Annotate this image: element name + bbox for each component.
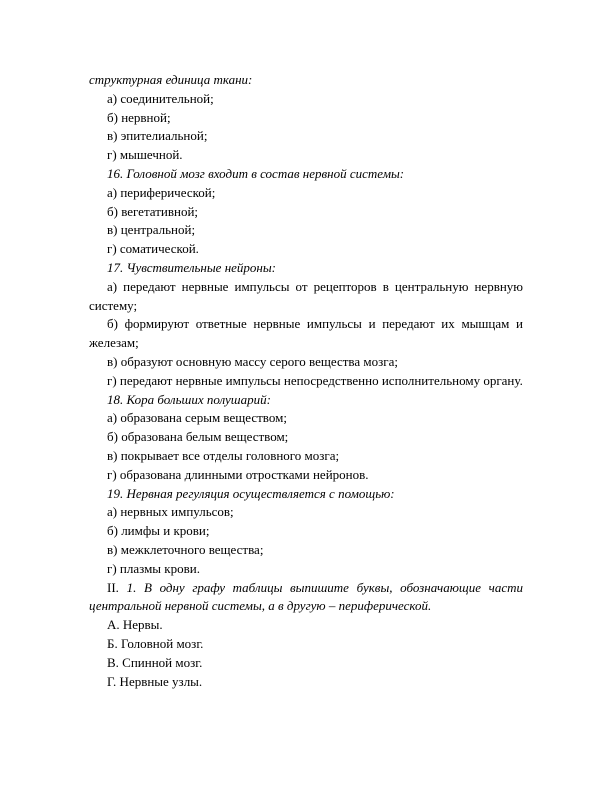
section-2-question-1-stem: 1. В одну графу таблицы выпишите буквы, обозначающие части центральной нервной системы, а в другую – периферической. <box>89 579 523 614</box>
section-2-number: II. <box>107 579 119 595</box>
section-2-question-1 <box>89 579 523 617</box>
option-19-c: в) межклеточного вещества; <box>107 541 264 557</box>
option-17-b: б) формируют ответные нервные импульсы и передают их мышцам и железам; <box>89 316 523 351</box>
section-2-option-d: Г. Нервные узлы. <box>107 673 203 689</box>
option-16-a: а) периферической; <box>107 184 216 200</box>
option-17-c: в) образуют основную массу серого вещества мозга; <box>107 353 398 369</box>
question-19-stem: 19. Нервная регуляция осуществляется с помощью: <box>107 485 395 501</box>
option-19-a: а) нервных импульсов; <box>107 504 234 520</box>
option-intro-b: б) нервной; <box>107 109 171 125</box>
document-content <box>89 71 523 691</box>
option-16-b: б) вегетативной; <box>107 203 199 219</box>
section-2-option-c: В. Спинной мозг. <box>107 654 203 670</box>
option-17-d: г) передают нервные импульсы непосредственно исполнительному органу. <box>107 372 523 388</box>
question-16-stem: 16. Головной мозг входит в состав нервной системы: <box>107 165 405 181</box>
option-18-c: в) покрывает все отделы головного мозга; <box>107 447 340 463</box>
option-17-a: а) передают нервные импульсы от рецепторов в центральную нервную систему; <box>89 278 523 313</box>
option-19-b: б) лимфы и крови; <box>107 523 210 539</box>
option-18-b: б) образована белым веществом; <box>107 429 289 445</box>
section-2-option-a: А. Нервы. <box>107 617 163 633</box>
option-18-d: г) образована длинными отростками нейронов. <box>107 466 369 482</box>
option-intro-a: а) соединительной; <box>107 90 214 106</box>
question-18-stem: 18. Кора больших полушарий: <box>107 391 271 407</box>
question-17-stem: 17. Чувствительные нейроны: <box>107 259 276 275</box>
option-16-d: г) соматической. <box>107 241 199 257</box>
option-intro-c: в) эпителиальной; <box>107 128 208 144</box>
option-16-c: в) центральной; <box>107 222 196 238</box>
section-2-option-b: Б. Головной мозг. <box>107 635 204 651</box>
option-19-d: г) плазмы крови. <box>107 560 200 576</box>
question-stem-intro: структурная единица ткани: <box>89 72 253 87</box>
option-18-a: а) образована серым веществом; <box>107 410 287 426</box>
option-intro-d: г) мышечной. <box>107 147 183 163</box>
